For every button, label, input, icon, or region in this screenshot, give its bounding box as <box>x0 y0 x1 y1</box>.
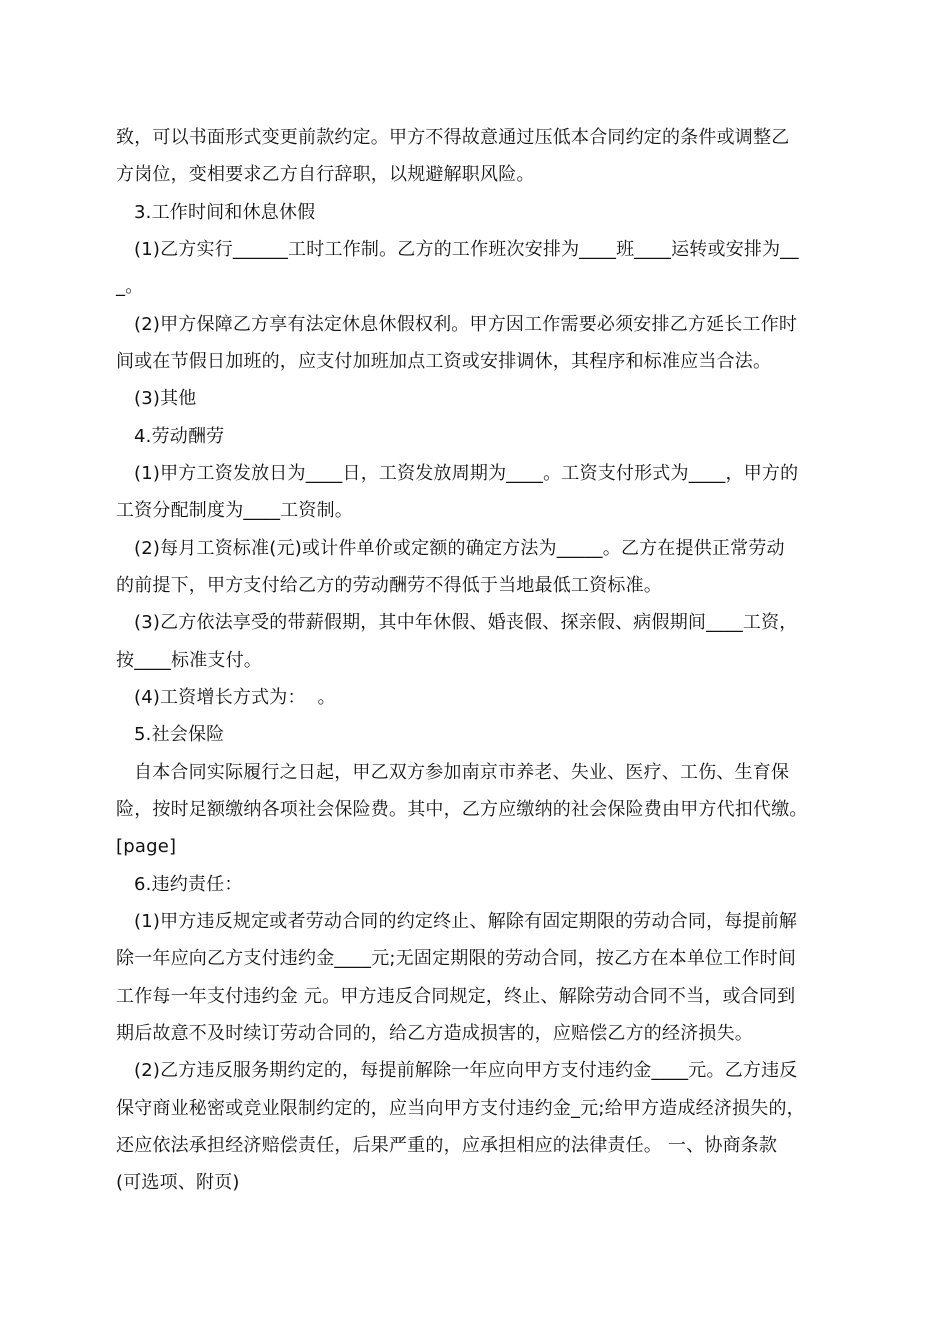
text-line: 工资分配制度为____工资制。 <box>116 500 353 521</box>
text-line: (3)乙方依法享受的带薪假期，其中年休假、婚丧假、探亲假、病假期间____工资， <box>134 612 798 633</box>
text-line: 保守商业秘密或竞业限制约定的，应当向甲方支付违约金_元;给甲方造成经济损失的， <box>116 1098 805 1119</box>
text-line: (2)乙方违反服务期约定的，每提前解除一年应向甲方支付违约金____元。乙方违反 <box>134 1060 798 1081</box>
text-line: (4)工资增长方式为： 。 <box>134 687 336 708</box>
text-line: (2)甲方保障乙方享有法定休息休假权利。甲方因工作需要必须安排乙方延长工作时 <box>134 314 798 335</box>
text-line: 致，可以书面形式变更前款约定。甲方不得故意通过压低本合同约定的条件或调整乙 <box>116 127 790 148</box>
text-line: 间或在节假日加班的，应支付加班加点工资或安排调休，其程序和标准应当合法。 <box>116 351 772 372</box>
text-line: (1)乙方实行______工时工作制。乙方的工作班次安排为____班____运转或安排为__ <box>134 239 799 260</box>
section-heading: 6.违约责任： <box>134 874 243 895</box>
text-line: (可选项、附页) <box>116 1172 240 1193</box>
text-line: 方岗位，变相要求乙方自行辞职，以规避解职风险。 <box>116 164 535 185</box>
text-line: (3)其他 <box>134 388 197 409</box>
text-line: 除一年应向乙方支付违约金____元;无固定期限的劳动合同，按乙方在本单位工作时间 <box>116 948 797 969</box>
text-line: 自本合同实际履行之日起，甲乙双方参加南京市养老、失业、医疗、工伤、生育保 <box>134 762 790 783</box>
text-line: 工作每一年支付违约金 元。甲方违反合同规定，终止、解除劳动合同不当，或合同到 <box>116 986 796 1007</box>
text-line: 险，按时足额缴纳各项社会保险费。其中，乙方应缴纳的社会保险费由甲方代扣代缴。 <box>116 799 808 820</box>
section-heading: 5.社会保险 <box>134 724 225 745</box>
text-line: 按____标准支付。 <box>116 650 262 671</box>
text-line: 的前提下，甲方支付给乙方的劳动酬劳不得低于当地最低工资标准。 <box>116 575 662 596</box>
page-marker: [page] <box>116 836 177 857</box>
section-heading: 3.工作时间和休息休假 <box>134 202 316 223</box>
text-line: 期后故意不及时续订劳动合同的，给乙方造成损害的，应赔偿乙方的经济损失。 <box>116 1023 753 1044</box>
text-line: _。 <box>116 276 144 297</box>
text-line: (2)每月工资标准(元)或计件单价或定额的确定方法为_____。乙方在提供正常劳动 <box>134 538 785 559</box>
text-line: (1)甲方工资发放日为____日，工资发放周期为____。工资支付形式为____，甲方的 <box>134 463 799 484</box>
text-line: 还应依法承担经济赔偿责任，后果严重的，应承担相应的法律责任。 一、协商条款 <box>116 1135 778 1156</box>
text-line: (1)甲方违反规定或者劳动合同的约定终止、解除有固定期限的劳动合同，每提前解 <box>134 911 798 932</box>
section-heading: 4.劳动酬劳 <box>134 426 225 447</box>
